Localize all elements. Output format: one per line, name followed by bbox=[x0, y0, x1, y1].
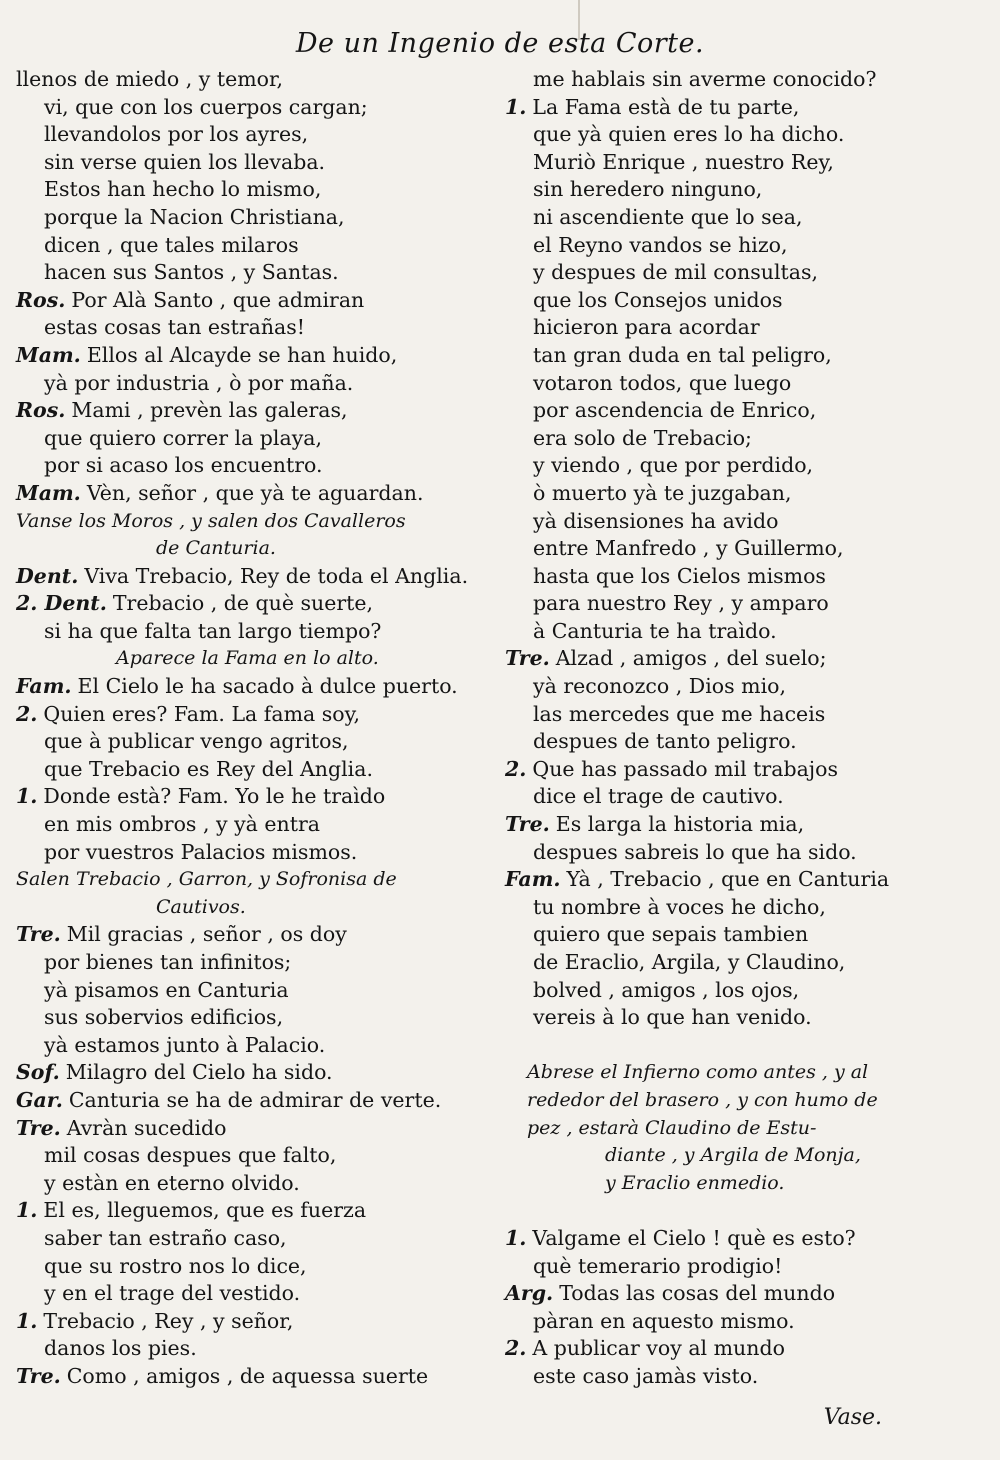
verse-line bbox=[505, 949, 985, 977]
verse-line bbox=[505, 370, 985, 398]
verse-line bbox=[16, 949, 486, 977]
line-text: era solo de Trebacio; bbox=[533, 425, 752, 450]
verse-line bbox=[16, 701, 486, 729]
line-text: Abrese el Infierno como antes , y al bbox=[527, 1061, 869, 1084]
line-text: si ha que falta tan largo tiempo? bbox=[44, 618, 382, 643]
verse-line bbox=[505, 425, 985, 453]
line-text: yà estamos junto à Palacio. bbox=[44, 1032, 326, 1057]
verse-line bbox=[505, 508, 985, 536]
verse-line bbox=[505, 645, 985, 673]
verse-line bbox=[16, 176, 486, 204]
verse-line bbox=[16, 66, 486, 94]
line-text: Como , amigos , de aquessa suerte bbox=[66, 1363, 429, 1388]
line-text: llenos de miedo , y temor, bbox=[16, 67, 284, 91]
running-header: De un Ingenio de esta Corte. bbox=[295, 28, 705, 59]
verse-line bbox=[16, 342, 486, 370]
verse-line bbox=[505, 1225, 985, 1253]
line-text: Valgame el Cielo ! què es esto? bbox=[532, 1225, 856, 1250]
speaker-label: 1. bbox=[16, 1198, 38, 1223]
verse-line bbox=[505, 618, 985, 646]
verse-line bbox=[505, 590, 985, 618]
verse-line bbox=[16, 783, 486, 811]
line-text: quiero que sepais tambien bbox=[533, 922, 809, 947]
speaker-label: Fam. bbox=[505, 867, 561, 892]
line-text: por vuestros Palacios mismos. bbox=[44, 839, 358, 864]
verse-line bbox=[16, 811, 486, 839]
line-text: despues de tanto peligro. bbox=[533, 729, 797, 754]
verse-line bbox=[505, 866, 985, 894]
line-text: tan gran duda en tal peligro, bbox=[533, 342, 832, 367]
verse-line bbox=[505, 701, 985, 729]
verse-line bbox=[16, 287, 486, 315]
line-text: para nuestro Rey , y amparo bbox=[533, 591, 829, 616]
verse-line bbox=[505, 1253, 985, 1281]
line-text: hacen sus Santos , y Santas. bbox=[44, 260, 339, 285]
verse-line bbox=[16, 204, 486, 232]
verse-line bbox=[505, 563, 985, 591]
verse-line bbox=[16, 397, 486, 425]
verse-line bbox=[16, 1032, 486, 1060]
speaker-label: Tre. bbox=[505, 646, 550, 671]
line-text: en mis ombros , y yà entra bbox=[44, 812, 321, 837]
line-text: por si acaso los encuentro. bbox=[44, 453, 323, 478]
line-text: Aparece la Fama en lo alto. bbox=[116, 647, 379, 670]
line-text: y despues de mil consultas, bbox=[533, 260, 819, 285]
line-text: Trebacio , de què suerte, bbox=[112, 591, 374, 616]
verse-line bbox=[505, 839, 985, 867]
verse-line bbox=[505, 1363, 985, 1391]
stage-direction-line bbox=[505, 1087, 985, 1115]
verse-line bbox=[505, 1004, 985, 1032]
stage-direction-line bbox=[16, 645, 486, 673]
line-text: sin heredero ninguno, bbox=[533, 177, 763, 202]
stage-direction-line bbox=[505, 1115, 985, 1143]
verse-line bbox=[505, 977, 985, 1005]
line-text: y en el trage del vestido. bbox=[44, 1281, 301, 1306]
verse-line bbox=[505, 921, 985, 949]
verse-line bbox=[16, 921, 486, 949]
line-text: pàran en aquesto mismo. bbox=[533, 1308, 795, 1333]
speaker-label: Mam. bbox=[16, 480, 81, 505]
speaker-label: Fam. bbox=[16, 674, 72, 699]
line-text: y Eraclio enmedio. bbox=[605, 1171, 785, 1194]
line-text: Canturia se ha de admirar de verte. bbox=[68, 1087, 442, 1112]
line-text: què temerario prodigio! bbox=[533, 1253, 783, 1278]
line-text: La Fama està de tu parte, bbox=[532, 94, 800, 119]
verse-line bbox=[505, 1280, 985, 1308]
line-text: Vanse los Moros , y salen dos Cavalleros bbox=[16, 509, 406, 532]
line-text: hasta que los Cielos mismos bbox=[533, 563, 826, 588]
line-text: yà por industria , ò por maña. bbox=[44, 370, 354, 395]
verse-line bbox=[505, 480, 985, 508]
verse-line bbox=[16, 618, 486, 646]
verse-line bbox=[505, 259, 985, 287]
line-text: Muriò Enrique , nuestro Rey, bbox=[533, 149, 834, 174]
line-text: El es, lleguemos, que es fuerza bbox=[43, 1198, 367, 1223]
verse-line bbox=[505, 397, 985, 425]
verse-line bbox=[16, 1363, 486, 1391]
speaker-label: Sof. bbox=[16, 1060, 60, 1085]
verse-line bbox=[16, 452, 486, 480]
stage-direction-line bbox=[505, 1059, 985, 1087]
line-text: estas cosas tan estrañas! bbox=[44, 315, 306, 340]
line-text: por bienes tan infinitos; bbox=[44, 950, 292, 974]
line-text: que yà quien eres lo ha dicho. bbox=[533, 122, 845, 147]
verse-line bbox=[505, 232, 985, 260]
verse-line bbox=[16, 728, 486, 756]
verse-line bbox=[16, 1004, 486, 1032]
speaker-label: 1. bbox=[505, 94, 527, 119]
verse-line bbox=[505, 783, 985, 811]
line-text: yà pisamos en Canturia bbox=[44, 977, 289, 1002]
verse-line bbox=[505, 66, 985, 94]
verse-line bbox=[16, 1142, 486, 1170]
speaker-label: Ros. bbox=[16, 287, 66, 312]
verse-line bbox=[16, 94, 486, 122]
stage-direction-line bbox=[16, 535, 486, 563]
line-text: Trebacio , Rey , y señor, bbox=[43, 1308, 294, 1333]
line-text: que su rostro nos lo dice, bbox=[44, 1253, 307, 1278]
line-text: que los Consejos unidos bbox=[533, 287, 783, 312]
verse-line bbox=[16, 1308, 486, 1336]
verse-line bbox=[16, 1170, 486, 1198]
verse-line bbox=[16, 1087, 486, 1115]
line-text: Estos han hecho lo mismo, bbox=[44, 177, 322, 202]
verse-line bbox=[505, 94, 985, 122]
line-text: A publicar voy al mundo bbox=[532, 1336, 785, 1361]
line-text: rededor del brasero , y con humo de bbox=[527, 1088, 878, 1111]
line-text: votaron todos, que luego bbox=[533, 370, 792, 395]
line-text: sus sobervios edificios, bbox=[44, 1005, 284, 1030]
line-text: yà disensiones ha avido bbox=[533, 508, 779, 533]
speaker-label: 2. bbox=[16, 701, 38, 726]
stage-direction-line bbox=[16, 866, 486, 894]
line-text: Milagro del Cielo ha sido. bbox=[65, 1060, 333, 1085]
verse-line bbox=[16, 1197, 486, 1225]
line-text: Que has passado mil trabajos bbox=[532, 756, 839, 781]
line-text: ò muerto yà te juzgaban, bbox=[533, 480, 792, 505]
speaker-label: 2. bbox=[505, 1336, 527, 1361]
verse-line bbox=[16, 563, 486, 591]
speaker-label: Mam. bbox=[16, 342, 81, 367]
line-text: sin verse quien los llevaba. bbox=[44, 149, 326, 174]
line-text: Mami , prevèn las galeras, bbox=[71, 398, 348, 423]
line-text: vi, que con los cuerpos cargan; bbox=[44, 94, 368, 119]
verse-line bbox=[505, 811, 985, 839]
line-text: entre Manfredo , y Guillermo, bbox=[533, 536, 844, 561]
line-text: Vèn, señor , que yà te aguardan. bbox=[86, 480, 424, 505]
verse-line bbox=[505, 535, 985, 563]
verse-line bbox=[16, 1253, 486, 1281]
line-text: dicen , que tales milaros bbox=[44, 232, 299, 257]
line-text: que à publicar vengo agritos, bbox=[44, 729, 349, 754]
line-text: de Eraclio, Argila, y Claudino, bbox=[533, 950, 846, 974]
line-text: Mil gracias , señor , os doy bbox=[66, 922, 347, 947]
verse-line bbox=[505, 342, 985, 370]
line-text: Avràn sucedido bbox=[66, 1115, 227, 1140]
verse-line bbox=[16, 1115, 486, 1143]
verse-line bbox=[16, 259, 486, 287]
verse-line bbox=[505, 204, 985, 232]
verse-line bbox=[16, 370, 486, 398]
line-text: que Trebacio es Rey del Anglia. bbox=[44, 756, 373, 781]
verse-line bbox=[505, 1308, 985, 1336]
speaker-label: Tre. bbox=[16, 1363, 61, 1388]
speaker-label: 1. bbox=[505, 1225, 527, 1250]
line-text: Por Alà Santo , que admiran bbox=[71, 287, 365, 312]
verse-line bbox=[16, 1225, 486, 1253]
line-text: Salen Trebacio , Garron, y Sofronisa de bbox=[16, 868, 397, 891]
verse-line bbox=[16, 590, 486, 618]
speaker-label: 2. bbox=[505, 756, 527, 781]
line-text: llevandolos por los ayres, bbox=[44, 122, 309, 147]
stage-direction-line bbox=[505, 1170, 985, 1198]
verse-line bbox=[16, 314, 486, 342]
line-text: el Reyno vandos se hizo, bbox=[533, 232, 788, 257]
line-text: Yà , Trebacio , que en Canturia bbox=[566, 867, 890, 892]
right-column bbox=[505, 66, 985, 1391]
verse-line bbox=[16, 149, 486, 177]
line-text: porque la Nacion Christiana, bbox=[44, 204, 345, 229]
speaker-label: Ros. bbox=[16, 398, 66, 423]
line-text: de Canturia. bbox=[156, 537, 276, 560]
line-text: pez , estarà Claudino de Estu- bbox=[527, 1116, 817, 1139]
line-text: Ellos al Alcayde se han huido, bbox=[86, 342, 398, 367]
line-text: bolved , amigos , los ojos, bbox=[533, 977, 800, 1002]
speaker-label: Dent. bbox=[16, 563, 79, 588]
verse-line bbox=[16, 425, 486, 453]
verse-line bbox=[16, 977, 486, 1005]
verse-line bbox=[16, 232, 486, 260]
verse-line bbox=[505, 673, 985, 701]
speaker-label: 1. bbox=[16, 1308, 38, 1333]
stage-direction-line bbox=[16, 508, 486, 536]
blank-line bbox=[505, 1032, 985, 1060]
line-text: me hablais sin averme conocido? bbox=[533, 67, 877, 91]
line-text: hicieron para acordar bbox=[533, 315, 760, 340]
verse-line bbox=[16, 1280, 486, 1308]
line-text: este caso jamàs visto. bbox=[533, 1363, 759, 1388]
line-text: yà reconozco , Dios mio, bbox=[533, 674, 787, 699]
verse-line bbox=[16, 1335, 486, 1363]
line-text: y viendo , que por perdido, bbox=[533, 453, 814, 478]
line-text: dice el trage de cautivo. bbox=[533, 784, 784, 809]
catchword: Vase. bbox=[823, 1405, 882, 1430]
blank-line bbox=[505, 1197, 985, 1225]
speaker-label: Tre. bbox=[16, 1115, 61, 1140]
line-text: Donde està? Fam. Yo le he traìdo bbox=[43, 784, 386, 809]
verse-line bbox=[16, 673, 486, 701]
line-text: Todas las cosas del mundo bbox=[559, 1281, 836, 1306]
stage-direction-line bbox=[505, 1142, 985, 1170]
line-text: Es larga la historia mia, bbox=[555, 812, 805, 837]
verse-line bbox=[16, 1059, 486, 1087]
line-text: danos los pies. bbox=[44, 1336, 197, 1361]
verse-line bbox=[505, 176, 985, 204]
line-text: que quiero correr la playa, bbox=[44, 425, 323, 450]
verse-line bbox=[505, 756, 985, 784]
verse-line bbox=[16, 756, 486, 784]
verse-line bbox=[505, 121, 985, 149]
left-column bbox=[16, 66, 486, 1391]
verse-line bbox=[505, 452, 985, 480]
verse-line bbox=[16, 839, 486, 867]
speaker-label: 1. bbox=[16, 784, 38, 809]
verse-line bbox=[505, 728, 985, 756]
verse-line bbox=[505, 1335, 985, 1363]
line-text: Viva Trebacio, Rey de toda el Anglia. bbox=[84, 563, 469, 588]
line-text: Cautivos. bbox=[156, 895, 246, 918]
speaker-label: Gar. bbox=[16, 1087, 63, 1112]
line-text: saber tan estraño caso, bbox=[44, 1225, 287, 1250]
line-text: las mercedes que me haceis bbox=[533, 701, 826, 726]
verse-line bbox=[16, 480, 486, 508]
line-text: y estàn en eterno olvido. bbox=[44, 1170, 300, 1195]
line-text: mil cosas despues que falto, bbox=[44, 1143, 337, 1168]
verse-line bbox=[505, 149, 985, 177]
line-text: Quien eres? Fam. La fama soy, bbox=[43, 701, 361, 726]
line-text: à Canturia te ha traìdo. bbox=[533, 618, 777, 643]
stage-direction-line bbox=[16, 894, 486, 922]
speaker-label: Tre. bbox=[505, 812, 550, 837]
speaker-label: Tre. bbox=[16, 922, 61, 947]
verse-line bbox=[505, 314, 985, 342]
line-text: ni ascendiente que lo sea, bbox=[533, 204, 803, 229]
speaker-label: 2. Dent. bbox=[16, 591, 107, 616]
line-text: tu nombre à voces he dicho, bbox=[533, 894, 826, 919]
verse-line bbox=[505, 287, 985, 315]
line-text: por ascendencia de Enrico, bbox=[533, 398, 817, 423]
line-text: despues sabreis lo que ha sido. bbox=[533, 839, 857, 864]
line-text: vereis à lo que han venido. bbox=[533, 1005, 812, 1030]
verse-line bbox=[16, 121, 486, 149]
speaker-label: Arg. bbox=[505, 1281, 554, 1306]
line-text: diante , y Argila de Monja, bbox=[605, 1144, 861, 1167]
verse-line bbox=[505, 894, 985, 922]
line-text: Alzad , amigos , del suelo; bbox=[555, 646, 827, 671]
line-text: El Cielo le ha sacado à dulce puerto. bbox=[77, 674, 458, 699]
